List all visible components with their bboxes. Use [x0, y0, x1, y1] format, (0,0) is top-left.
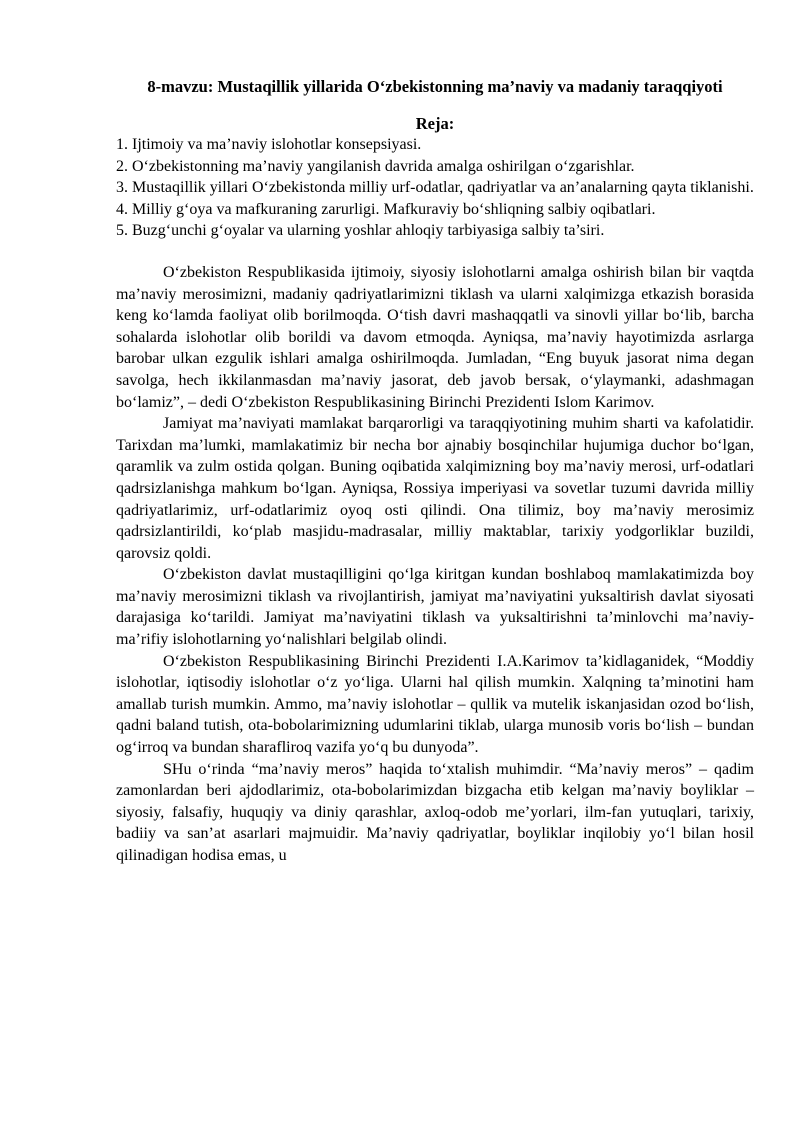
- plan-item: 5. Buzg‘unchi g‘oyalar va ularning yoshlar ahloqiy tarbiyasiga salbiy ta’siri.: [116, 222, 605, 240]
- document-title: 8-mavzu: Mustaqillik yillarida O‘zbekistonning ma’naviy va madaniy taraqqiyoti: [147, 77, 723, 96]
- plan-heading: Reja:: [415, 114, 455, 133]
- document-body: [116, 262, 754, 867]
- plan-item: 2. O‘zbekistonning ma’naviy yangilanish davrida amalga oshirilgan o‘zgarishlar.: [116, 157, 635, 175]
- body-paragraph: O‘zbekiston davlat mustaqilligini qo‘lga kiritgan kundan boshlaboq mamlakatimizda boy ma’naviy merosimizni tiklash va rivojlantirish, jamiyat ma’naviyatini yuksaltirish davlat siyosati darajasiga ko‘tarildi. Jamiyat ma’naviyatini tiklash va yuksaltirishni ta’minlovchi ma’naviy-ma’rifiy islohotlarning yo‘nalishlari belgilab olindi.: [116, 566, 754, 649]
- plan-item: 4. Milliy g‘oya va mafkuraning zarurligi. Mafkuraviy bo‘shliqning salbiy oqibatlari.: [116, 200, 656, 218]
- body-paragraph: SHu o‘rinda “ma’naviy meros” haqida to‘xtalish muhimdir. “Ma’naviy meros” – qadim zamonlardan beri ajdodlarimiz, ota-bobolarimizdan bizgacha etib kelgan ma’naviy boyliklar – siyosiy, falsafiy, huquqiy va diniy qarashlar, axloq-odob me’yorlari, ilm-fan yutuqlari, tarixiy, badiiy va san’at asarlari majmuidir. Ma’naviy qadriyatlar, boyliklar inqilobiy yo‘l bilan hosil qilinadigan hodisa emas, u: [116, 760, 754, 864]
- body-paragraph: Jamiyat ma’naviyati mamlakat barqarorligi va taraqqiyotining muhim sharti va kafolatidir. Tarixdan ma’lumki, mamlakatimiz bir necha bor ajnabiy bosqinchilar hujumiga duchor bo‘lgan, qaramlik va zulm ostida qolgan. Buning oqibatida xalqimizning boy ma’naviy merosi, urf-odatlari qadrsizlanishga mahkum bo‘lgan. Ayniqsa, Rossiya imperiyasi va sovetlar tuzumi davrida milliy qadriyatlarimiz, urf-odatlarimiz oyoq osti qilindi. Ona tilimiz, boy ma’naviy merosimiz qadrsizlantirildi, ko‘plab masjidu-madrasalar, milliy maktablar, tarixiy yodgorliklar buzildi, qarovsiz qoldi.: [116, 415, 754, 562]
- plan-list: [116, 134, 754, 242]
- body-paragraph: O‘zbekiston Respublikasida ijtimoiy, siyosiy islohotlarni amalga oshirish bilan bir vaqtda ma’naviy merosimizni, madaniy qadriyatlarimizni tiklash va ularni xalqimizga etkazish borasida keng ko‘lamda faoliyat olib borilmoqda. O‘tish davri mashaqqatli va sinovli yillar bo‘lib, barcha sohalarda islohotlar olib borildi va davom etmoqda. Ayniqsa, ma’naviy hayotimizda asrlarga barobar ulkan ezgulik ishlari amalga oshirilmoqda. Jumladan, “Eng buyuk jasorat nima degan savolga, hech ikkilanmasdan ma’naviy jasorat, deb javob bersak, o‘ylaymanki, adashmagan bo‘lamiz”, – dedi O‘zbekiston Respublikasining Birinchi Prezidenti Islom Karimov.: [116, 263, 754, 411]
- plan-item: 3. Mustaqillik yillari O‘zbekistonda milliy urf-odatlar, qadriyatlar va an’analarning qayta tiklanishi.: [116, 179, 754, 197]
- document-page: [116, 76, 754, 867]
- plan-item: 1. Ijtimoiy va ma’naviy islohotlar konsepsiyasi.: [116, 136, 422, 153]
- body-paragraph: O‘zbekiston Respublikasining Birinchi Prezidenti I.A.Karimov ta’kidlaganidek, “Moddiy islohotlar, iqtisodiy islohotlar o‘z yo‘liga. Ularni hal qilish mumkin. Xalqning ta’minotini ham amallab turish mumkin. Ammo, ma’naviy islohotlar – qullik va mutelik iskanjasidan ozod bo‘lish, qadni baland tutish, ota-bobolarimizning udumlarini tiklab, ularga munosib voris bo‘lish – bundan og‘irroq va bundan sharafliroq vazifa yo‘q bu dunyoda”.: [116, 652, 754, 757]
